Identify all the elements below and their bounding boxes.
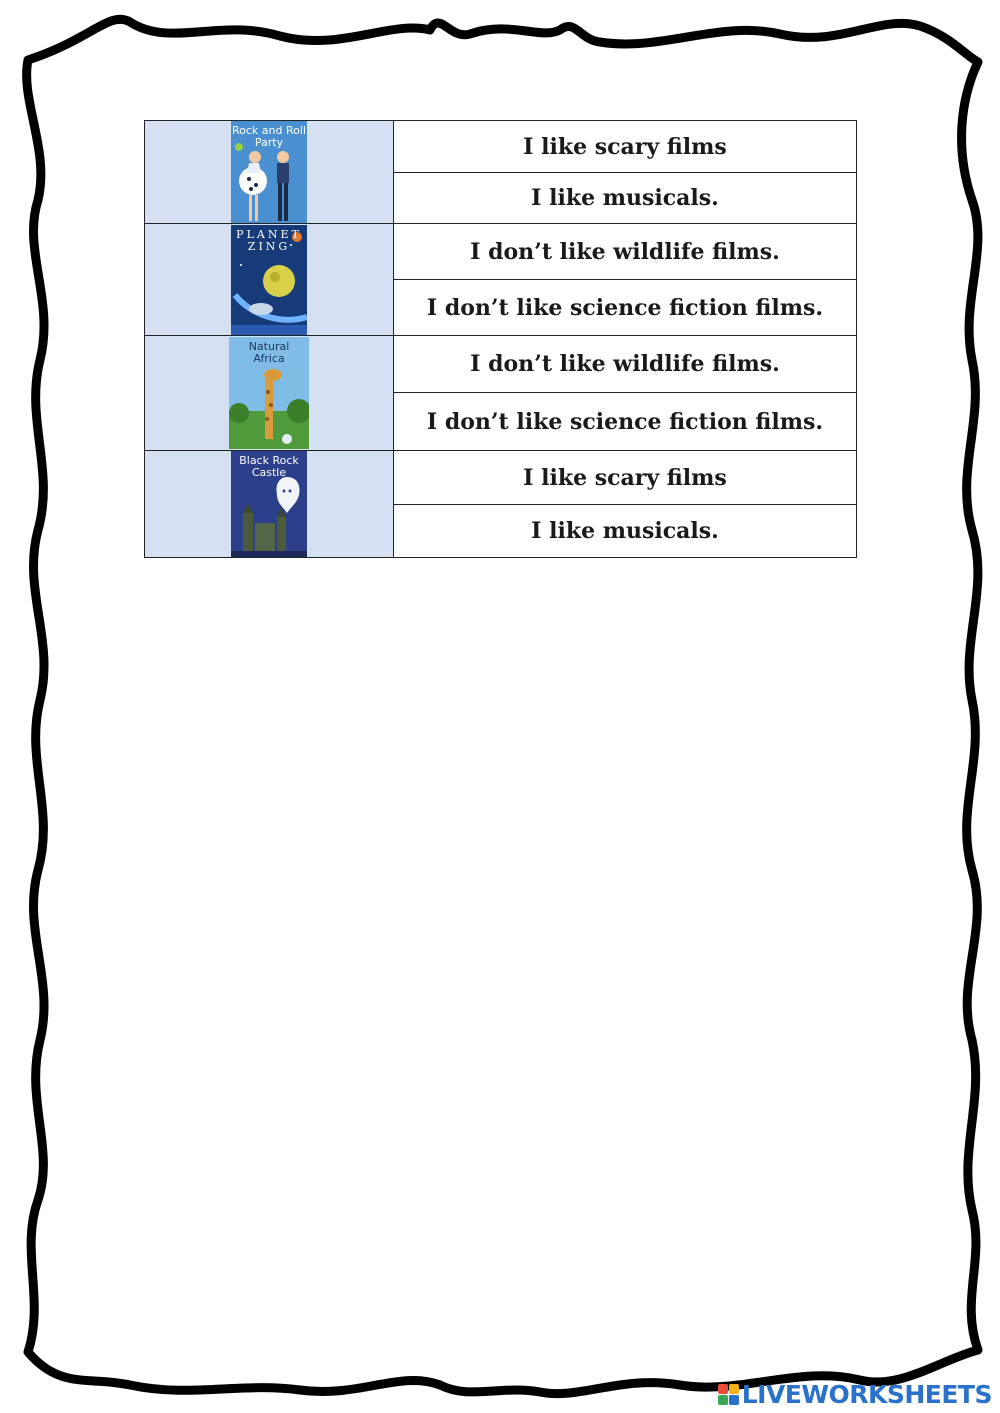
option-cell[interactable]: I don’t like science fiction films. xyxy=(394,280,857,336)
liveworksheets-wordmark: LIVEWORKSHEETS xyxy=(741,1380,992,1409)
rock-and-roll-party-poster-icon xyxy=(231,121,307,223)
poster-cell xyxy=(145,451,394,558)
option-cell[interactable]: I don’t like wildlife films. xyxy=(394,336,857,393)
poster-title: Black Rock Castle xyxy=(239,454,299,479)
liveworksheets-logo xyxy=(718,1380,992,1409)
poster-title: Natural Africa xyxy=(248,340,290,365)
option-cell[interactable]: I like musicals. xyxy=(394,173,857,224)
poster-cell xyxy=(145,336,394,451)
poster-title: Rock and Roll Party xyxy=(232,124,306,149)
table-row xyxy=(145,121,857,173)
poster-cell xyxy=(145,121,394,224)
poster-cell xyxy=(145,224,394,336)
option-cell[interactable]: I like musicals. xyxy=(394,505,857,558)
planet-zing-poster-icon xyxy=(231,225,307,335)
liveworksheets-mark-icon xyxy=(718,1384,739,1405)
film-preferences-table xyxy=(144,120,857,558)
option-cell[interactable]: I don’t like wildlife films. xyxy=(394,224,857,280)
option-cell[interactable]: I like scary films xyxy=(394,451,857,505)
option-cell[interactable]: I don’t like science fiction films. xyxy=(394,393,857,451)
black-rock-castle-poster-icon xyxy=(231,451,307,557)
natural-africa-poster-icon xyxy=(229,337,309,449)
table-row xyxy=(145,336,857,393)
table-row xyxy=(145,451,857,505)
table-row xyxy=(145,224,857,280)
option-cell[interactable]: I like scary films xyxy=(394,121,857,173)
poster-title: PLANET ZING xyxy=(236,227,302,253)
